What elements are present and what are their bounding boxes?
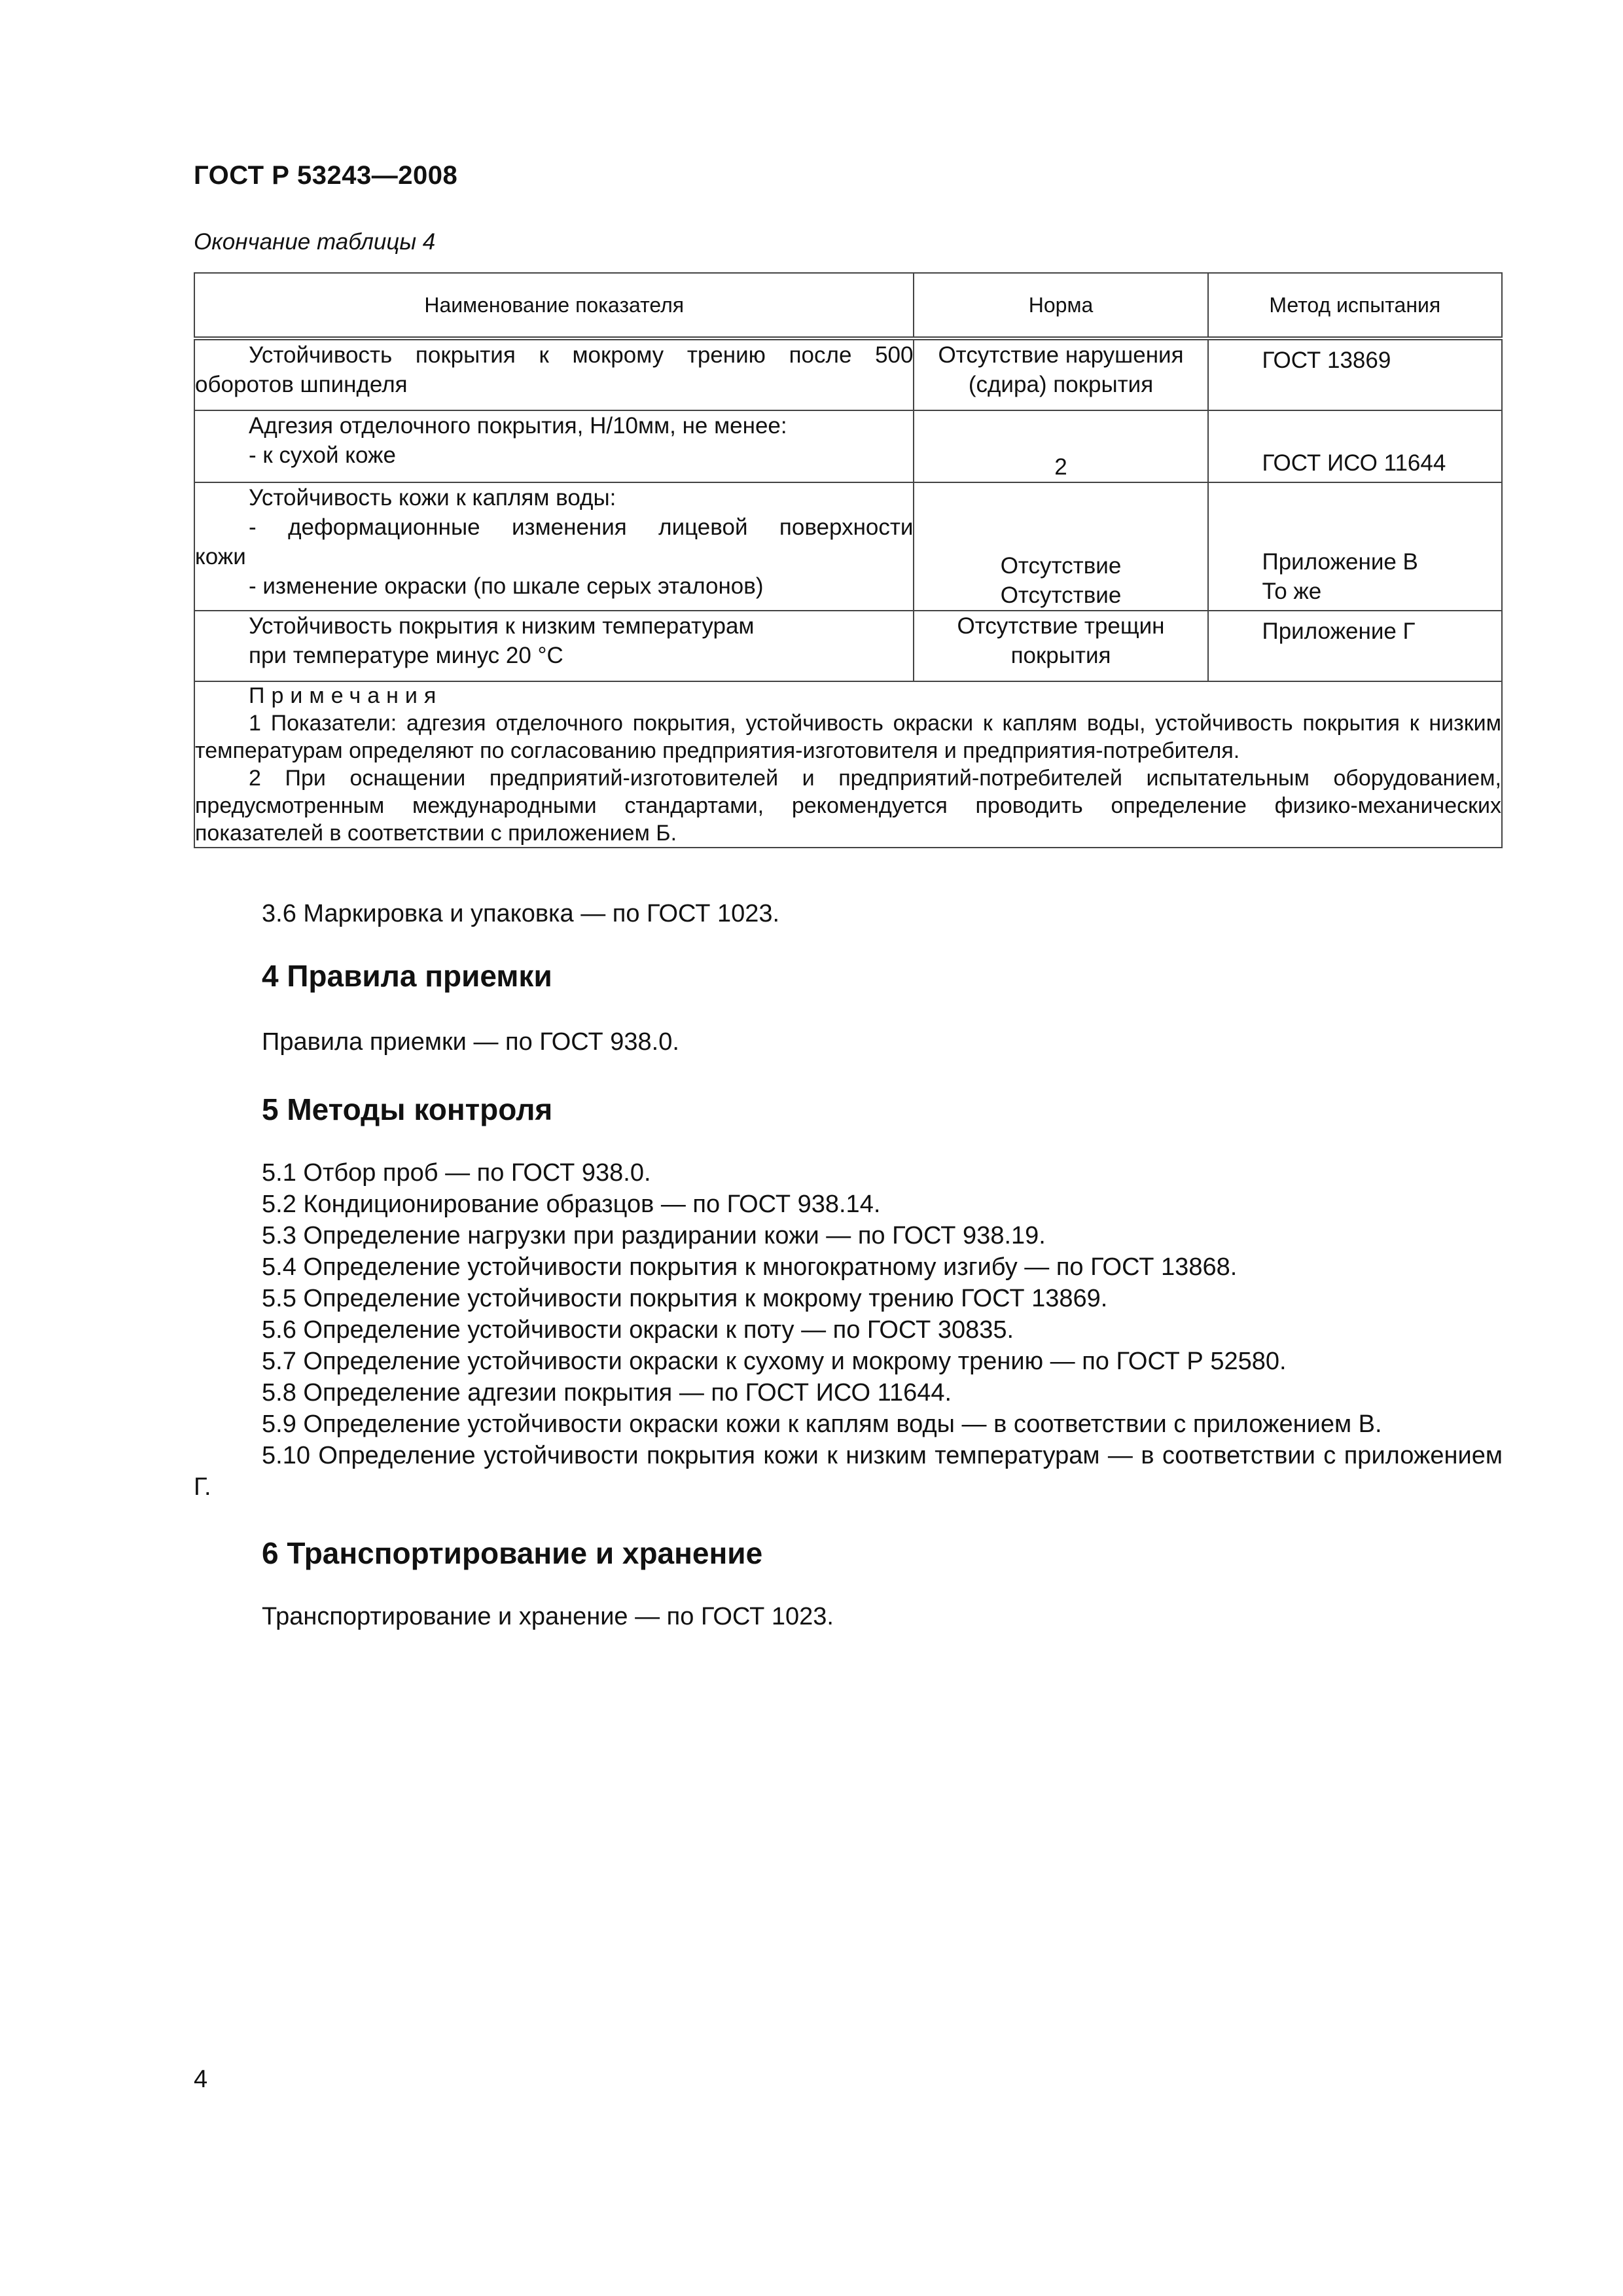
table-row — [194, 338, 1502, 410]
row4-name-cell — [194, 611, 914, 681]
row3-name-line2a: - деформационные изменения лицевой поверхности — [249, 514, 914, 540]
list-item: 5.6 Определение устойчивости окраски к поту — по ГОСТ 30835. — [262, 1316, 1014, 1344]
clause-3-6 — [194, 898, 1503, 929]
section-4-text: Правила приемки — по ГОСТ 938.0. — [262, 1028, 679, 1056]
row2-norm-cell — [914, 410, 1207, 482]
row3-method-line2: То же — [1262, 579, 1322, 604]
notes-title: Примечания — [249, 683, 443, 708]
row1-name: Устойчивость покрытия к мокрому трению после 500 оборотов шпинделя — [195, 342, 914, 397]
row3-name-line2b: кожи — [195, 544, 246, 569]
list-item: 5.4 Определение устойчивости покрытия к многократному изгибу — по ГОСТ 13868. — [262, 1253, 1238, 1281]
row3-norm-line1: Отсутствие — [1000, 553, 1122, 579]
table-header-row — [194, 273, 1502, 338]
row4-norm-line1: Отсутствие трещин — [957, 613, 1165, 639]
note-1: 1 Показатели: адгезия отделочного покрытия, устойчивость окраски к каплям воды, устойчивость покрытия к низким температурам определяют по согласованию предприятия-изготовителя и предприятия-потребителя. — [195, 711, 1501, 763]
row3-norm-cell — [914, 482, 1207, 611]
methods-list — [194, 1157, 1503, 1503]
header-test-method: Метод испытания — [1208, 273, 1502, 338]
row4-norm-line2: покрытия — [1010, 643, 1111, 668]
row1-name-cell — [194, 338, 914, 410]
note-2: 2 При оснащении предприятий-изготовителей и предприятий-потребителей испытательным оборудованием, предусмотренным международными стандартами, рекомендуется проводить определение физико-механических показателей в соответствии с приложением Б. — [195, 766, 1501, 846]
header-norm: Норма — [914, 273, 1207, 338]
row3-method-line1: Приложение В — [1262, 549, 1418, 575]
table-row — [194, 611, 1502, 681]
row3-name-line1: Устойчивость кожи к каплям воды: — [249, 485, 616, 511]
list-item: 5.9 Определение устойчивости окраски кожи к каплям воды — в соответствии с приложением В. — [262, 1410, 1382, 1438]
row1-norm-cell — [914, 338, 1207, 410]
table-caption: Окончание таблицы 4 — [194, 229, 436, 255]
requirements-table — [194, 272, 1503, 848]
list-item: 5.10 Определение устойчивости покрытия кожи к низким температурам — в соответствии с приложением Г. — [194, 1442, 1503, 1501]
row1-norm-line2: (сдира) покрытия — [968, 372, 1154, 397]
section-4-title: 4 Правила приемки — [262, 959, 552, 993]
notes-row — [194, 681, 1502, 848]
document-header: ГОСТ Р 53243—2008 — [194, 161, 458, 190]
row2-method: ГОСТ ИСО 11644 — [1262, 450, 1446, 476]
section-6-body — [194, 1601, 1503, 1632]
header-indicator-name: Наименование показателя — [194, 273, 914, 338]
list-item: 5.2 Кондиционирование образцов — по ГОСТ 938.14. — [262, 1191, 881, 1218]
clause-3-6-text: 3.6 Маркировка и упаковка — по ГОСТ 1023. — [262, 900, 780, 927]
row4-norm-cell — [914, 611, 1207, 681]
row1-method-cell — [1208, 338, 1502, 410]
section-6-title: 6 Транспортирование и хранение — [262, 1536, 763, 1570]
row3-name-cell — [194, 482, 914, 611]
row4-method-cell — [1208, 611, 1502, 681]
row4-method: Приложение Г — [1262, 619, 1416, 644]
list-item: 5.3 Определение нагрузки при раздирании кожи — по ГОСТ 938.19. — [262, 1222, 1046, 1249]
list-item: 5.1 Отбор проб — по ГОСТ 938.0. — [262, 1159, 651, 1187]
row3-method-cell — [1208, 482, 1502, 611]
list-item: 5.8 Определение адгезии покрытия — по ГОСТ ИСО 11644. — [262, 1379, 952, 1407]
row2-name-cell — [194, 410, 914, 482]
row3-norm-line2: Отсутствие — [1000, 583, 1122, 608]
notes-cell — [194, 681, 1502, 848]
table-row — [194, 482, 1502, 611]
row2-name-line1: Адгезия отделочного покрытия, Н/10мм, не менее: — [249, 413, 787, 439]
row2-name-line2: - к сухой коже — [249, 442, 396, 468]
section-5-title: 5 Методы контроля — [262, 1092, 553, 1126]
row3-name-line3: - изменение окраски (по шкале серых эталонов) — [249, 573, 764, 599]
section-4-body — [194, 1026, 1503, 1058]
row1-method: ГОСТ 13869 — [1262, 348, 1391, 373]
row1-norm-line1: Отсутствие нарушения — [938, 342, 1184, 368]
page-number: 4 — [194, 2066, 208, 2093]
list-item: 5.5 Определение устойчивости покрытия к мокрому трению ГОСТ 13869. — [262, 1285, 1108, 1312]
list-item: 5.7 Определение устойчивости окраски к сухому и мокрому трению — по ГОСТ Р 52580. — [262, 1348, 1287, 1375]
table-row — [194, 410, 1502, 482]
row4-name-line1: Устойчивость покрытия к низким температурам — [249, 613, 755, 639]
section-6-text: Транспортирование и хранение — по ГОСТ 1023. — [262, 1603, 834, 1630]
row2-norm: 2 — [1054, 454, 1067, 480]
row4-name-line2: при температуре минус 20 °С — [249, 643, 563, 668]
row2-method-cell — [1208, 410, 1502, 482]
